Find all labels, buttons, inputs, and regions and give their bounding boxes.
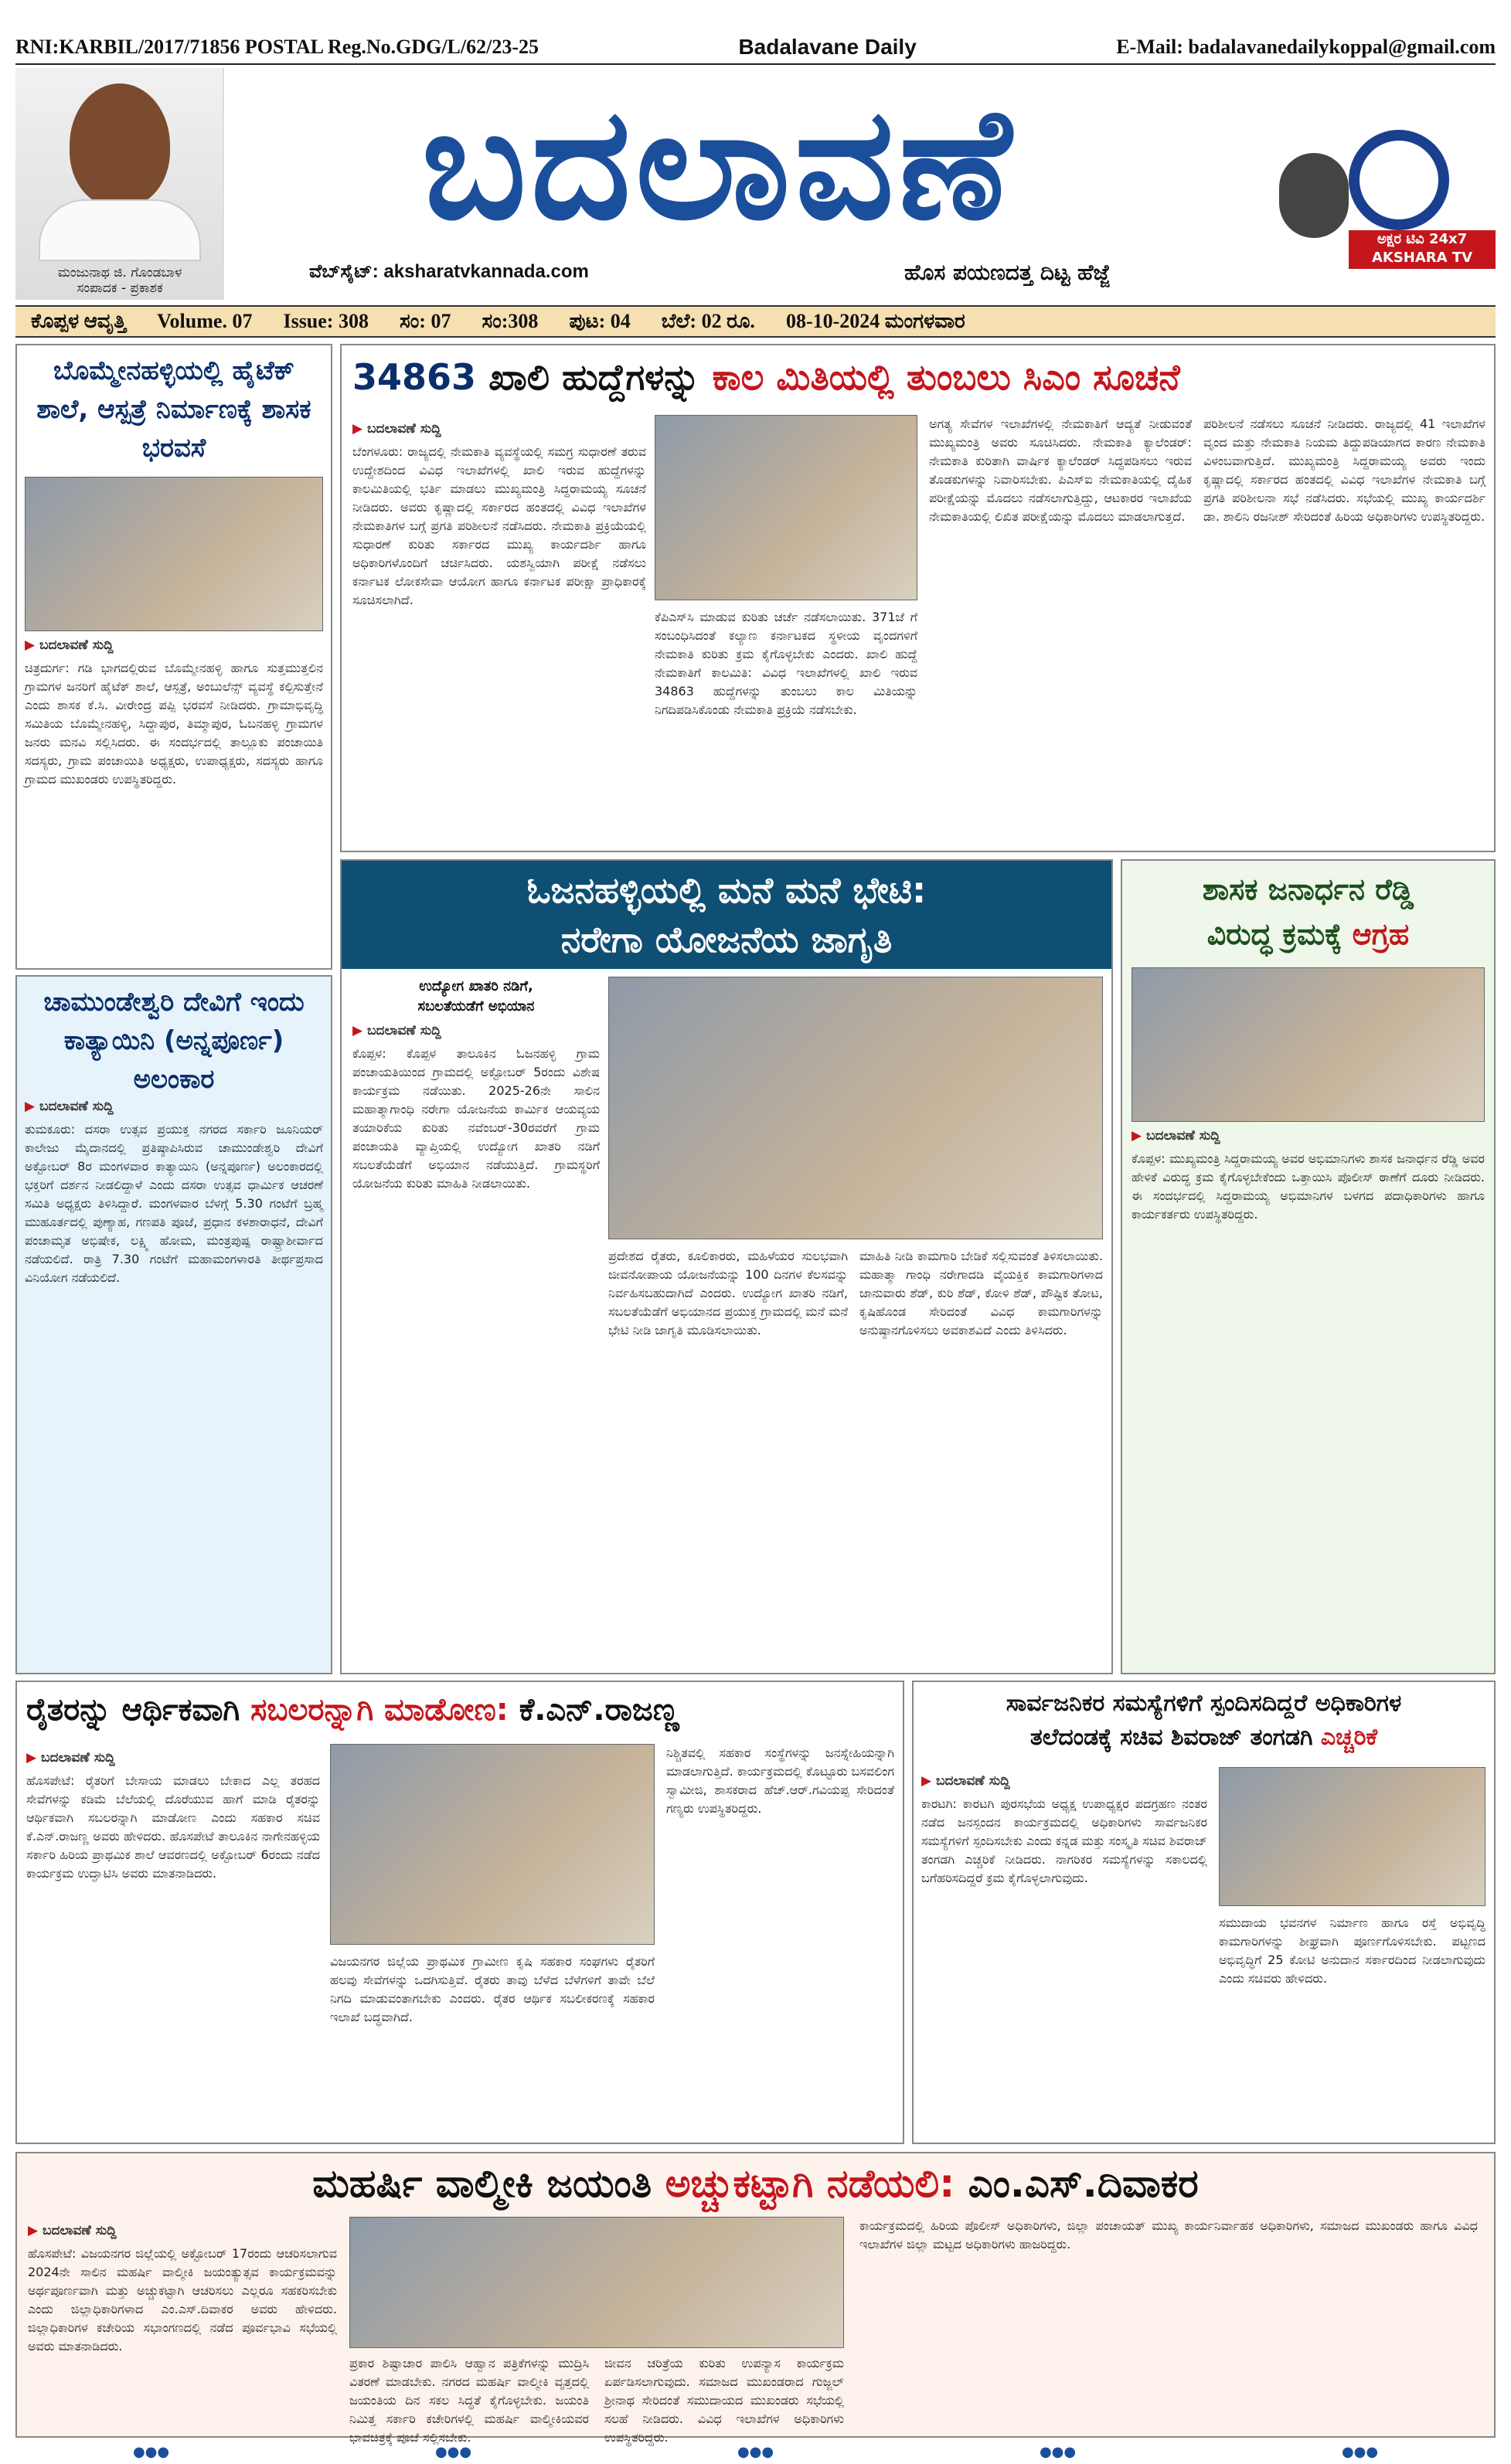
ojana-col-1: ಕೊಪ್ಪಳ: ಕೊಪ್ಪಳ ತಾಲೂಕಿನ ಓಜನಹಳ್ಳಿ ಗ್ರಾಮ ಪಂಚಾಯತಿಯಿಂದ ಗ್ರಾಮದಲ್ಲಿ ಅಕ್ಟೋಬರ್ 5ರಂದು ವಿಶೇಷ ಕಾರ್ಯಕ್ರಮ ನಡೆಯಿತು. 2025-26ನೇ ಸಾಲಿನ ಮಹಾತ್ಮಾಗಾಂಧಿ ನರೇಗಾ ಯೋಜನೆಯ ಕಾರ್ಮಿಕ ಆಯವ್ಯಯ ತಯಾರಿಕೆಯ ಕುರಿತು ನವೆಂಬರ್-30ರವರೆಗೆ ಗ್ರಾಮ ಪಂಚಾಯತಿ ವ್ಯಾಪ್ತಿಯಲ್ಲಿ ಉದ್ಯೋಗ ಖಾತರಿ ನಡಿಗೆ ಸಬಲತೆಯೆಡೆಗೆ ಅಭಿಯಾನ ನಡೆಯುತ್ತಿದೆ. ಗ್ರಾಮಸ್ಥರಿಗೆ ಯೋಜನೆಯ ಕುರಿತು ಮಾಹಿತಿ ನೀಡಲಾಯಿತು. <box>352 1046 600 1191</box>
valmiki-col-4: ಕಾರ್ಯಕ್ರಮದಲ್ಲಿ ಹಿರಿಯ ಪೊಲೀಸ್ ಅಧಿಕಾರಿಗಳು, ಜಿಲ್ಲಾ ಪಂಚಾಯತ್ ಮುಖ್ಯ ಕಾರ್ಯನಿರ್ವಾಹಕ ಅಧಿಕಾರಿಗಳು, ಸಮಾಜದ ಮುಖಂಡರು ಹಾಗೂ ವಿವಿಧ ಇಲಾಖೆಗಳ ಜಿಲ್ಲಾ ಮಟ್ಟದ ಅಧಿಕಾರಿಗಳು ಹಾಜರಿದ್ದರು. <box>859 2218 1478 2252</box>
story-samasye <box>912 1681 1496 2144</box>
lead-headline-number: 34863 <box>352 356 477 398</box>
story-valmiki <box>15 2152 1496 2445</box>
date-label: 08-10-2024 ಮಂಗಳವಾರ <box>785 309 965 332</box>
samasye-col-1: ಕಾರಟಗಿ: ಕಾರಟಗಿ ಪುರಸಭೆಯ ಅಧ್ಯಕ್ಷ ಉಪಾಧ್ಯಕ್ಷರ ಪದಗ್ರಹಣ ನಂತರ ನಡೆದ ಜನಸ್ಪಂದನ ಕಾರ್ಯಕ್ರಮದಲ್ಲಿ ಅಧಿಕಾರಿಗಳು ಸಾರ್ವಜನಿಕರ ಸಮಸ್ಯೆಗಳಿಗೆ ಸ್ಪಂದಿಸಬೇಕು ಎಂದು ಕನ್ನಡ ಮತ್ತು ಸಂಸ್ಕೃತಿ ಸಚಿವ ಶಿವರಾಜ್ ತಂಗಡಗಿ ಎಚ್ಚರಿಕೆ ನೀಡಿದರು. ನಾಗರಿಕರ ಸಮಸ್ಯೆಗಳನ್ನು ಸಕಾಲದಲ್ಲಿ ಬಗೆಹರಿಸದಿದ್ದರೆ ಕ್ರಮ ಕೈಗೊಳ್ಳಲಾಗುವುದು. <box>921 1796 1207 1885</box>
dot-icon: ●●● <box>1341 2443 1379 2460</box>
byline: ▶ ಬದಲಾವಣೆ ಸುದ್ದಿ <box>17 1099 331 1114</box>
reddy-photo <box>1132 967 1485 1122</box>
samasye-col-2: ಸಮುದಾಯ ಭವನಗಳ ನಿರ್ಮಾಣ ಹಾಗೂ ರಸ್ತೆ ಅಭಿವೃದ್ಧಿ ಕಾಮಗಾರಿಗಳನ್ನು ಶೀಘ್ರವಾಗಿ ಪೂರ್ಣಗೊಳಿಸಬೇಕು. ಪಟ್ಟಣದ ಅಭಿವೃದ್ಧಿಗೆ 25 ಕೋಟಿ ಅನುದಾನ ಸರ್ಕಾರದಿಂದ ನೀಡಲಾಗುವುದು ಎಂದು ಸಚಿವರು ಹೇಳಿದರು. <box>1219 1915 1485 1986</box>
raitha-headline: ರೈತರನ್ನು ಆರ್ಥಿಕವಾಗಿ ಸಬಲರನ್ನಾಗಿ ಮಾಡೋಣ: ಕೆ.ಎನ್.ರಾಜಣ್ಣ <box>26 1692 679 1728</box>
edition-label: ಕೊಪ್ಪಳ ಆವೃತ್ತಿ <box>31 309 127 332</box>
samasye-photo <box>1219 1767 1485 1906</box>
editor-role: ಸಂಪಾದಕ - ಪ್ರಕಾಶಕ <box>77 280 163 296</box>
contact-email: E-Mail: badalavanedailykoppal@gmail.com <box>1116 36 1496 58</box>
lead-col-2: ಕೆಪಿಎಸ್‌ಸಿ ಮಾಡುವ ಕುರಿತು ಚರ್ಚೆ ನಡೆಸಲಾಯಿತು. 371ಜೆ ಗೆ ಸಂಬಂಧಿಸಿದಂತೆ ಕಲ್ಯಾಣ ಕರ್ನಾಟಕದ ಸ್ಥಳೀಯ ವೃಂದಗಳಿಗೆ ನೇಮಕಾತಿ ಕುರಿತು ಕ್ರಮ ಕೈಗೊಳ್ಳಬೇಕು ಎಂದರು. ಖಾಲಿ ಹುದ್ದೆ ನೇಮಕಾತಿಗೆ ಕಾಲಮಿತಿ: ವಿವಿಧ ಇಲಾಖೆಗಳಲ್ಲಿ ಖಾಲಿ ಇರುವ 34863 ಹುದ್ದೆಗಳನ್ನು ತುಂಬಲು ಕಾಲ ಮಿತಿಯನ್ನು ನಿಗದಿಪಡಿಸಿಕೊಂಡು ನೇಮಕಾತಿ ಪ್ರಕ್ರಿಯೆ ನಡೆಸಬೇಕು. <box>655 610 917 717</box>
registration-number: RNI:KARBIL/2017/71856 POSTAL Reg.No.GDG/L/62/23-25 <box>15 36 539 58</box>
byline: ▶ ಬದಲಾವಣೆ ಸುದ್ದಿ <box>352 421 646 437</box>
reddy-headline: ಶಾಸಕ ಜನಾರ್ಧನ ರೆಡ್ಡಿ ವಿರುದ್ಧ ಕ್ರಮಕ್ಕೆ ಆಗ್ರಹ <box>1202 872 1414 951</box>
issue-bar <box>15 305 1496 338</box>
portrait-icon <box>70 83 170 207</box>
ojana-photo <box>608 977 1103 1239</box>
website-label: ವೆಬ್‌ಸೈಟ್: aksharatvkannada.com <box>309 261 589 282</box>
ojana-headline-1: ಓಜನಹಳ್ಳಿಯಲ್ಲಿ ಮನೆ ಮನೆ ಭೇಟಿ: <box>526 869 927 911</box>
byline: ▶ ಬದಲಾವಣೆ ಸುದ್ದಿ <box>921 1773 1207 1789</box>
byline: ▶ ಬದಲಾವಣೆ ಸುದ್ದಿ <box>28 2223 337 2238</box>
ojana-col-2: ಪ್ರದೇಶದ ರೈತರು, ಕೂಲಿಕಾರರು, ಮಹಿಳೆಯರ ಸುಲಭವಾಗಿ ಜೀವನೋಪಾಯ ಯೋಜನೆಯನ್ನು 100 ದಿನಗಳ ಕೆಲಸವನ್ನು ನಿರ್ವಹಿಸಬಹುದಾಗಿದೆ ಎಂದರು. ಉದ್ಯೋಗ ಖಾತರಿ ನಡಿಗೆ, ಸಬಲತೆಯೆಡೆಗೆ ಅಭಿಯಾನದ ಪ್ರಯುಕ್ತ ಗ್ರಾಮದಲ್ಲಿ ಮನೆ ಮನೆ ಭೇಟಿ ನೀಡಿ ಜಾಗೃತಿ ಮೂಡಿಸಲಾಯಿತು. <box>608 1249 848 1337</box>
price-label: ಬೆಲೆ: 02 ರೂ. <box>661 309 755 332</box>
lead-headline-black: ಖಾಲಿ ಹುದ್ದೆಗಳನ್ನು <box>488 356 700 398</box>
story-bommenahalli <box>15 344 332 970</box>
story-chamundeshwari <box>15 975 332 1674</box>
dot-icon: ●●● <box>132 2443 170 2460</box>
akshara-tv-logo <box>1279 130 1496 284</box>
sam-label: ಸಂ: 07 <box>399 309 451 332</box>
ojana-col-3: ಮಾಹಿತಿ ನೀಡಿ ಕಾಮಗಾರಿ ಬೇಡಿಕೆ ಸಲ್ಲಿಸುವಂತೆ ತಿಳಿಸಲಾಯಿತು. ಮಹಾತ್ಮಾ ಗಾಂಧಿ ನರೇಗಾದಡಿ ವೈಯಕ್ತಿಕ ಕಾಮಗಾರಿಗಳಾದ ಜಾನುವಾರು ಶೆಡ್, ಕುರಿ ಶೆಡ್, ಕೋಳಿ ಶೆಡ್, ಪೌಷ್ಟಿಕ ತೋಟ, ಕೃಷಿಹೊಂಡ ಸೇರಿದಂತೆ ವಿವಿಧ ಕಾಮಗಾರಿಗಳನ್ನು ಅನುಷ್ಠಾನಗೊಳಿಸಲು ಅವಕಾಶವಿದೆ ಎಂದು ತಿಳಿಸಿದರು. <box>859 1249 1103 1337</box>
valmiki-photo <box>349 2217 844 2348</box>
lead-col-4: ಪರಿಶೀಲನೆ ನಡೆಸಲು ಸೂಚನೆ ನೀಡಿದರು. ರಾಜ್ಯದಲ್ಲಿ 41 ಇಲಾಖೆಗಳ ವೃಂದ ಮತ್ತು ನೇಮಕಾತಿ ನಿಯಮ ತಿದ್ದುಪಡಿಯಾಗದ ಕಾರಣ ನೇಮಕಾತಿ ವಿಳಂಬವಾಗುತ್ತಿದೆ. ಮುಖ್ಯಮಂತ್ರಿ ಸಿದ್ದರಾಮಯ್ಯ ಅವರು ಇಂದು ಕೃಷ್ಣಾದಲ್ಲಿ ಸರ್ಕಾರದ ಹಂತದಲ್ಲಿ ವಿವಿಧ ಇಲಾಖೆಗಳ ನೇಮಕಾತಿ ಬಗ್ಗೆ ಪ್ರಗತಿ ಪರಿಶೀಲನಾ ಸಭೆ ನಡೆಸಿದರು. ಸಭೆಯಲ್ಲಿ ಮುಖ್ಯ ಕಾರ್ಯದರ್ಶಿ ಡಾ. ಶಾಲಿನಿ ರಜನೀಶ್ ಸೇರಿದಂತೆ ಹಿರಿಯ ಅಧಿಕಾರಿಗಳು ಉಪಸ್ಥಿತರಿದ್ದರು. <box>1203 416 1485 524</box>
story-headline: ಬೊಮ್ಮೇನಹಳ್ಳಿಯಲ್ಲಿ ಹೈಟೆಕ್ ಶಾಲೆ, ಆಸ್ಪತ್ರೆ ನಿರ್ಮಾಣಕ್ಕೆ ಶಾಸಕ ಭರವಸೆ <box>36 355 311 464</box>
top-info-bar <box>15 31 1496 65</box>
volume-label: Volume. 07 <box>157 310 253 332</box>
editor-photo <box>15 68 224 300</box>
lead-col-3: ಅಗತ್ಯ ಸೇವೆಗಳ ಇಲಾಖೆಗಳಲ್ಲಿ ನೇಮಕಾತಿಗೆ ಆದ್ಯತೆ ನೀಡುವಂತೆ ಮುಖ್ಯಮಂತ್ರಿ ಅವರು ಸೂಚಿಸಿದರು. ನೇಮಕಾತಿ ಕ್ಯಾಲೆಂಡರ್: ನೇಮಕಾತಿ ಕುರಿತಾಗಿ ವಾರ್ಷಿಕ ಕ್ಯಾಲೆಂಡರ್ ಸಿದ್ಧಪಡಿಸಲು ಇರುವ ತೊಡಕುಗಳನ್ನು ನಿವಾರಿಸಬೇಕು. ಪಿಎಸ್‌ಐ ನೇಮಕಾತಿಯಲ್ಲಿ ದೈಹಿಕ ಪರೀಕ್ಷೆಯನ್ನು ಮೊದಲು ನಡೆಸಲಾಗುತ್ತಿದ್ದು, ಆಟಕಾರರ ಇಲಾಖೆಯ ನೇಮಕಾತಿಯಲ್ಲಿ ಲಿಖಿತ ಪರೀಕ್ಷೆಯನ್ನು ಮೊದಲು ಮಾಡಲಾಗುತ್ತದೆ. <box>929 416 1192 524</box>
story-reddy <box>1121 859 1496 1674</box>
lead-headline <box>342 345 1494 409</box>
byline: ▶ ಬದಲಾವಣೆ ಸುದ್ದಿ <box>17 637 331 653</box>
story-ojanahalli <box>340 859 1113 1674</box>
issue-number: Issue: 308 <box>283 310 369 332</box>
paper-english-name: Badalavane Daily <box>738 35 917 59</box>
valmiki-col-2: ಪ್ರಕಾರ ಶಿಷ್ಟಾಚಾರ ಪಾಲಿಸಿ ಆಹ್ವಾನ ಪತ್ರಿಕೆಗಳನ್ನು ಮುದ್ರಿಸಿ ವಿತರಣೆ ಮಾಡಬೇಕು. ನಗರದ ಮಹರ್ಷಿ ವಾಲ್ಮೀಕಿ ವೃತ್ತದಲ್ಲಿ ಜಯಂತಿಯ ದಿನ ಸಕಲ ಸಿದ್ಧತೆ ಕೈಗೊಳ್ಳಬೇಕು. ಜಯಂತಿ ನಿಮಿತ್ತ ಸರ್ಕಾರಿ ಕಚೇರಿಗಳಲ್ಲಿ ಮಹರ್ಷಿ ವಾಲ್ಮೀಕಿಯವರ ಭಾವಚಿತ್ರಕ್ಕೆ ಪೂಜೆ ಸಲ್ಲಿಸಬೇಕು. <box>349 2356 589 2445</box>
valmiki-headline: ಮಹರ್ಷಿ ವಾಲ್ಮೀಕಿ ಜಯಂತಿ ಅಚ್ಚುಕಟ್ಟಾಗಿ ನಡೆಯಲಿ: ಎಂ.ಎಸ್.ದಿವಾಕರ <box>312 2161 1199 2206</box>
story-raitha <box>15 1681 904 2144</box>
reddy-body: ಕೊಪ್ಪಳ: ಮುಖ್ಯಮಂತ್ರಿ ಸಿದ್ದರಾಮಯ್ಯ ಅವರ ಅಭಿಮಾನಿಗಳು ಶಾಸಕ ಜನಾರ್ಧನ ರೆಡ್ಡಿ ಅವರ ಹೇಳಿಕೆ ವಿರುದ್ಧ ಕ್ರಮ ಕೈಗೊಳ್ಳಬೇಕೆಂದು ಒತ್ತಾಯಿಸಿ ಪೊಲೀಸ್ ಠಾಣೆಗೆ ದೂರು ನೀಡಿದರು. ಈ ಸಂದರ್ಭದಲ್ಲಿ ಸಿದ್ದರಾಮಯ್ಯ ಅಭಿಮಾನಿಗಳ ಬಳಗದ ಪದಾಧಿಕಾರಿಗಳು ಹಾಗೂ ಕಾರ್ಯಕರ್ತರು ಉಪಸ್ಥಿತರಿದ್ದರು. <box>1132 1151 1485 1222</box>
valmiki-col-3: ಜೀವನ ಚರಿತ್ರೆಯ ಕುರಿತು ಉಪನ್ಯಾಸ ಕಾರ್ಯಕ್ರಮ ಏರ್ಪಡಿಸಲಾಗುವುದು. ಸಮಾಜದ ಮುಖಂಡರಾದ ಗುಜ್ಜಲ್ ಶ್ರೀನಾಥ ಸೇರಿದಂತೆ ಸಮುದಾಯದ ಮುಖಂಡರು ಸಭೆಯಲ್ಲಿ ಸಲಹೆ ನೀಡಿದರು. ವಿವಿಧ ಇಲಾಖೆಗಳ ಅಧಿಕಾರಿಗಳು ಉಪಸ್ಥಿತರಿದ್ದರು. <box>604 2356 844 2445</box>
tagline: ಹೊಸ ಪಯಣದತ್ತ ದಿಟ್ಟ ಹೆಜ್ಜೆ <box>904 260 1111 285</box>
pages-label: ಪುಟ: 04 <box>569 309 631 332</box>
lead-story <box>340 344 1496 852</box>
dot-icon: ●●● <box>434 2443 472 2460</box>
footer-dots <box>0 2442 1511 2462</box>
raitha-col-3: ನಿಶ್ಚಿತವಲ್ಲಿ ಸಹಕಾರ ಸಂಸ್ಥೆಗಳನ್ನು ಜನಸ್ನೇಹಿಯನ್ನಾಗಿ ಮಾಡಲಾಗುತ್ತಿದೆ. ಕಾರ್ಯಕ್ರಮದಲ್ಲಿ ಕೊಟ್ಟೂರು ಬಸವಲಿಂಗ ಸ್ವಾಮೀಜಿ, ಶಾಸಕರಾದ ಹೆಚ್.ಆರ್.ಗವಿಯಪ್ಪ ಸೇರಿದಂತೆ ಗಣ್ಯರು ಉಪಸ್ಥಿತರಿದ್ದರು. <box>666 1745 894 1816</box>
valmiki-col-1: ಹೊಸಪೇಟೆ: ವಿಜಯನಗರ ಜಿಲ್ಲೆಯಲ್ಲಿ ಅಕ್ಟೋಬರ್ 17ರಂದು ಆಚರಿಸಲಾಗುವ 2024ನೇ ಸಾಲಿನ ಮಹರ್ಷಿ ವಾಲ್ಮೀಕಿ ಜಯಂತ್ಯುತ್ಸವ ಕಾರ್ಯಕ್ರಮವನ್ನು ಅರ್ಥಪೂರ್ಣವಾಗಿ ಮತ್ತು ಅಚ್ಚುಕಟ್ಟಾಗಿ ಆಚರಿಸಲು ಎಲ್ಲರೂ ಸಹಕರಿಸಬೇಕು ಎಂದು ಜಿಲ್ಲಾಧಿಕಾರಿಗಳಾದ ಎಂ.ಎಸ್.ದಿವಾಕರ ಅವರು ಹೇಳಿದರು. ಜಿಲ್ಲಾಧಿಕಾರಿಗಳ ಕಚೇರಿಯ ಸಭಾಂಗಣದಲ್ಲಿ ನಡೆದ ಪೂರ್ವಭಾವಿ ಸಭೆಯಲ್ಲಿ ಅವರು ಮಾತನಾಡಿದರು. <box>28 2246 337 2354</box>
lead-headline-red: ಕಾಲ ಮಿತಿಯಲ್ಲಿ ತುಂಬಲು ಸಿಎಂ ಸೂಚನೆ <box>712 356 1180 398</box>
story-headline: ಚಾಮುಂಡೇಶ್ವರಿ ದೇವಿಗೆ ಇಂದು ಕಾತ್ಯಾಯಿನಿ (ಅನ್ನಪೂರ್ಣ) ಅಲಂಕಾರ <box>43 987 305 1095</box>
byline: ▶ ಬದಲಾವಣೆ ಸುದ್ದಿ <box>352 1023 600 1038</box>
story-photo <box>25 477 323 631</box>
ojana-subheading: ಉದ್ಯೋಗ ಖಾತರಿ ನಡಿಗೆ, ಸಬಲತೆಯಡೆಗೆ ಅಭಿಯಾನ <box>417 978 535 1014</box>
masthead <box>15 68 1496 300</box>
dot-icon: ●●● <box>737 2443 774 2460</box>
samasye-headline: ಸಾರ್ವಜನಿಕರ ಸಮಸ್ಯೆಗಳಿಗೆ ಸ್ಪಂದಿಸದಿದ್ದರೆ ಅಧಿಕಾರಿಗಳ ತಲೆದಂಡಕ್ಕೆ ಸಚಿವ ಶಿವರಾಜ್ ತಂಗಡಗಿ ಎಚ್ಚರಿಕೆ <box>1006 1690 1402 1751</box>
byline: ▶ ಬದಲಾವಣೆ ಸುದ್ದಿ <box>26 1750 320 1766</box>
raitha-photo <box>330 1744 655 1945</box>
raitha-col-2: ವಿಜಯನಗರ ಜಿಲ್ಲೆಯ ಪ್ರಾಥಮಿಕ ಗ್ರಾಮೀಣ ಕೃಷಿ ಸಹಕಾರ ಸಂಘಗಳು ರೈತರಿಗೆ ಹಲವು ಸೇವೆಗಳನ್ನು ಒದಗಿಸುತ್ತಿವೆ. ರೈತರು ತಾವು ಬೆಳೆದ ಬೆಳೆಗಳಿಗೆ ತಾವೇ ಬೆಲೆ ನಿಗದಿ ಮಾಡುವಂತಾಗಬೇಕು ಎಂದರು. ರೈತರ ಆರ್ಥಿಕ ಸಬಲೀಕರಣಕ್ಕೆ ಸಹಕಾರ ಇಲಾಖೆ ಬದ್ಧವಾಗಿದೆ. <box>330 1954 655 2024</box>
tv-badge: ಅಕ್ಷರ ಟಿವಿ 24x7 AKSHARA TV KANNADA <box>1349 230 1496 269</box>
story-body: ಚಿತ್ರದುರ್ಗ: ಗಡಿ ಭಾಗದಲ್ಲಿರುವ ಬೊಮ್ಮೇನಹಳ್ಳಿ ಹಾಗೂ ಸುತ್ತಮುತ್ತಲಿನ ಗ್ರಾಮಗಳ ಜನರಿಗೆ ಹೈಟೆಕ್ ಶಾಲೆ, ಆಸ್ಪತ್ರೆ, ಅಂಬುಲೆನ್ಸ್ ವ್ಯವಸ್ಥೆ ಕಲ್ಪಿಸುತ್ತೇನೆ ಎಂದು ಶಾಸಕ ಕೆ.ಸಿ. ವೀರೇಂದ್ರ ಪಪ್ಪಿ ಭರವಸೆ ನೀಡಿದರು. ಗ್ರಾಮಾಭಿವೃದ್ಧಿ ಸಮಿತಿಯ ಬೊಮ್ಮೇನಹಳ್ಳಿ, ಸಿದ್ದಾಪುರ, ತಿಮ್ಮಾಪುರ, ಓಬನಹಳ್ಳಿ ಗ್ರಾಮಗಳ ಜನರು ಮನವಿ ಸಲ್ಲಿಸಿದರು. ಈ ಸಂದರ್ಭದಲ್ಲಿ ತಾಲ್ಲೂಕು ಪಂಚಾಯಿತಿ ಸದಸ್ಯರು, ಗ್ರಾಮ ಪಂಚಾಯಿತಿ ಅಧ್ಯಕ್ಷರು, ಉಪಾಧ್ಯಕ್ಷರು, ಸದಸ್ಯರು ಹಾಗೂ ಗ್ರಾಮದ ಮುಖಂಡರು ಉಪಸ್ಥಿತರಿದ್ದರು. <box>25 661 323 787</box>
cm-photo <box>655 415 917 600</box>
ojana-headline-banner <box>342 861 1111 969</box>
byline: ▶ ಬದಲಾವಣೆ ಸುದ್ದಿ <box>1122 1128 1494 1144</box>
ojana-headline-2: ನರೇಗಾ ಯೋಜನೆಯ ಜಾಗೃತಿ <box>560 919 893 960</box>
microphone-icon <box>1279 153 1349 238</box>
lead-col-1: ಬೆಂಗಳೂರು: ರಾಜ್ಯದಲ್ಲಿ ನೇಮಕಾತಿ ವ್ಯವಸ್ಥೆಯಲ್ಲಿ ಸಮಗ್ರ ಸುಧಾರಣೆ ತರುವ ಉದ್ದೇಶದಿಂದ ವಿವಿಧ ಇಲಾಖೆಗಳಲ್ಲಿ ಖಾಲಿ ಇರುವ ಹುದ್ದೆಗಳನ್ನು ಕಾಲಮಿತಿಯಲ್ಲಿ ಭರ್ತಿ ಮಾಡಲು ಮುಖ್ಯಮಂತ್ರಿ ಸಿದ್ದರಾಮಯ್ಯ ಸೂಚನೆ ನೀಡಿದರು. ಅವರು ಕೃಷ್ಣಾದಲ್ಲಿ ಸರ್ಕಾರದ ಹಂತದಲ್ಲಿ ವಿವಿಧ ಇಲಾಖೆಗಳ ನೇಮಕಾತಿಗಳ ಬಗ್ಗೆ ಪ್ರಗತಿ ಪರಿಶೀಲನೆ ನಡೆಸಿದರು. ನೇಮಕಾತಿ ಪ್ರಕ್ರಿಯೆಯಲ್ಲಿ ಸುಧಾರಣೆ ಕುರಿತು ಸರ್ಕಾರದ ಮುಖ್ಯ ಕಾರ್ಯದರ್ಶಿ ಹಾಗೂ ಅಧಿಕಾರಿಗಳೊಂದಿಗೆ ಚರ್ಚಿಸಿದರು. ಯಶಸ್ವಿಯಾಗಿ ಪರೀಕ್ಷೆ ನಡೆಸಲು ಕರ್ನಾಟಕ ಲೋಕಸೇವಾ ಆಯೋಗ ಹಾಗೂ ಕರ್ನಾಟಕ ಪರೀಕ್ಷಾ ಪ್ರಾಧಿಕಾರಕ್ಕೆ ಸೂಚಿಸಲಾಗಿದೆ. <box>352 444 646 607</box>
dot-icon: ●●● <box>1039 2443 1077 2460</box>
raitha-col-1: ಹೊಸಪೇಟೆ: ರೈತರಿಗೆ ಬೇಸಾಯ ಮಾಡಲು ಬೇಕಾದ ಎಲ್ಲ ತರಹದ ಸೇವೆಗಳನ್ನು ಕಡಿಮೆ ಬೆಲೆಯಲ್ಲಿ ದೊರೆಯುವ ಹಾಗೆ ಮಾಡಿ ರೈತರನ್ನು ಆರ್ಥಿಕವಾಗಿ ಸಬಲರನ್ನಾಗಿ ಮಾಡೋಣ ಎಂದು ಸಹಕಾರ ಸಚಿವ ಕೆ.ಎನ್.ರಾಜಣ್ಣ ಅವರು ಹೇಳಿದರು. ಹೊಸಪೇಟೆ ತಾಲೂಕಿನ ನಾಗೇನಹಳ್ಳಿಯ ಸರ್ಕಾರಿ ಹಿರಿಯ ಪ್ರಾಥಮಿಕ ಶಾಲೆ ಆವರಣದಲ್ಲಿ ಅಕ್ಟೋಬರ್ 6ರಂದು ನಡೆದ ಕಾರ್ಯಕ್ರಮ ಉದ್ಘಾಟಿಸಿ ಅವರು ಮಾತನಾಡಿದರು. <box>26 1773 320 1881</box>
story-body: ತುಮಕೂರು: ದಸರಾ ಉತ್ಸವ ಪ್ರಯುಕ್ತ ನಗರದ ಸರ್ಕಾರಿ ಜೂನಿಯರ್ ಕಾಲೇಜು ಮೈದಾನದಲ್ಲಿ ಪ್ರತಿಷ್ಠಾಪಿಸಿರುವ ಚಾಮುಂಡೇಶ್ವರಿ ದೇವಿಗೆ ಅಕ್ಟೋಬರ್ 8ರ ಮಂಗಳವಾರ ಕಾತ್ಯಾಯಿನಿ (ಅನ್ನಪೂರ್ಣ) ಅಲಂಕಾರದಲ್ಲಿ ಭಕ್ತರಿಗೆ ದರ್ಶನ ನೀಡಲಿದ್ದಾಳೆ ಎಂದು ದಸರಾ ಉತ್ಸವ ಧಾರ್ಮಿಕ ಆಚರಣೆ ಸಮಿತಿ ಅಧ್ಯಕ್ಷರು ತಿಳಿಸಿದ್ದಾರೆ. ಮಂಗಳವಾರ ಬೆಳಗ್ಗೆ 5.30 ಗಂಟೆಗೆ ಬ್ರಹ್ಮ ಮುಹೂರ್ತದಲ್ಲಿ ಪುಣ್ಯಾಹ, ಗಣಪತಿ ಪೂಜೆ, ಪ್ರಧಾನ ಕಳಶಾರಾಧನೆ, ದೇವಿಗೆ ಪಂಚಾಮೃತ ಅಭಿಷೇಕ, ಲಕ್ಷ್ಮಿ ಹೋಮ, ಮಂತ್ರಪುಷ್ಪ ರಾಷ್ಟ್ರಾಶೀರ್ವಾದ ನಡೆಯಲಿದೆ. ರಾತ್ರಿ 7.30 ಗಂಟೆಗೆ ಮಹಾಮಂಗಳಾರತಿ ತೀರ್ಥಪ್ರಸಾದ ವಿನಿಯೋಗ ನಡೆಯಲಿದೆ. <box>25 1122 323 1285</box>
tv-ring-icon <box>1349 130 1449 230</box>
samkhya-label: ಸಂ:308 <box>482 309 539 332</box>
editor-name: ಮಂಜುನಾಥ ಜಿ. ಗೊಂಡಬಾಳ <box>57 265 182 280</box>
newspaper-logo: ಬದಲಾವಣೆ <box>421 74 1016 254</box>
